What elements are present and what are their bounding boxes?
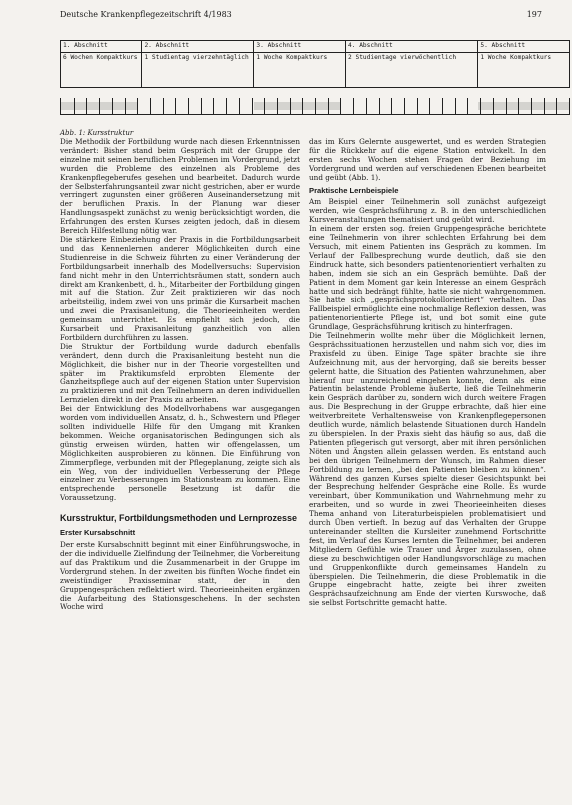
paragraph: Der erste Kursabschnitt beginnt mit einer Einführungswoche, in der die individuelle Zielfindung der Teilnehmer, die Vorbereitung auf das Praktikum und die Zusammenarbeit in der Gruppe im Vordergrund stehen. In der zweiten bis fünften Woche findet ein zweistündiger Praxisseminar statt, der in den Gruppengesprächen reflektiert wird. Theorieeinheiten ergänzen die Aufarbeitung des Stationsgeschehens. In der sechsten Woche wird (60, 540, 300, 612)
timeline-tick (226, 98, 227, 114)
timeline-tick (175, 98, 176, 114)
timeline-tick (340, 98, 341, 114)
phase-5-detail: 1 Woche Kompaktkurs (478, 53, 570, 88)
timeline-ticks (61, 98, 569, 114)
timeline-tick (467, 98, 468, 114)
timeline-tick (417, 98, 418, 114)
page-number: 197 (526, 10, 542, 19)
timeline-block (478, 102, 569, 110)
timeline-tick (455, 98, 456, 114)
timeline-tick (442, 98, 443, 114)
paragraph: Die stärkere Einbeziehung der Praxis in die Fortbildungsarbeit und das Kennenlernen anderer Möglichkeiten durch eine Studienreise in die Schweiz führten zu einer Veränderung der Fortbildungsarbeit innerhalb des Modellversuchs: Supervision fand nicht mehr in den Unterrichtsräumen statt, sondern auch direkt am Krankenbett, d. h., Mitarbeiter der Fortbildung gingen mit auf die Station. Zur Zeit praktizieren wir das noch arbeitsteilig, indem zwei von uns primär die Kursarbeit machen und zwei die Praxisanleitung, die Theorieeinheiten werden gemeinsam unterrichtet. Es empfiehlt sich jedoch, die Kursarbeit und Praxisanleitung ganzheitlich von allen Fortbildern durchführen zu lassen. (60, 234, 300, 342)
timeline-tick (163, 98, 164, 114)
paragraph: In einem der ersten sog. freien Gruppengespräche berichtete eine Teilnehmerin von ihrer schlechten Erfahrung bei dem Versuch, mit einem Patienten ins Gespräch zu kommen. Im Verlauf der Fallbesprechung wurde deutlich, daß sie den Eindruck hatte, sich besonders patientenorientiert verhalten zu haben, indem sie sich an ein Gespräch bemühte. Daß der Patient in dem Moment gar kein Interesse an einem Gespräch hatte und sich bedrängt fühlte, hatte sie nicht wahrgenommen. Sie hatte sich „gesprächsprotokollorientiert“ verhalten. Das Fallbeispiel ermöglichte eine nochmalige Reflexion dessen, was patientenorientierte Pflege ist, und bot somit eine gute Grundlage, Gesprächsführung kritisch zu hinterfragen. (309, 224, 546, 332)
right-column (309, 138, 546, 608)
phase-1-detail: 6 Wochen Kompaktkurs (61, 53, 142, 88)
subsection-heading: Erster Kursabschnitt (60, 528, 136, 538)
timeline-tick (137, 98, 138, 114)
phase-2-detail: 1 Studientag vierzehntäglich (142, 53, 254, 88)
timeline-tick (379, 98, 380, 114)
phase-3-detail: 1 Woche Kompaktkurs (254, 53, 346, 88)
timeline-tick (429, 98, 430, 114)
journal-title: Deutsche Krankenpflegezeitschrift 4/1983 (60, 10, 232, 19)
left-column (60, 138, 300, 612)
timeline-tick (366, 98, 367, 114)
timeline-tick (201, 98, 202, 114)
paragraph: das im Kurs Gelernte ausgewertet, und es werden Strategien für die Rückkehr auf die eigene Station entwickelt. In den ersten sechs Wochen stehen Fragen der Beziehung im Vordergrund und werden auf verschiedenen Ebenen bearbeitet und geübt (Abb. 1). (309, 137, 546, 182)
timeline-block (254, 102, 340, 110)
phase-5-label: 5. Abschnitt (478, 41, 570, 53)
figure-caption: Abb. 1: Kursstruktur (60, 129, 134, 137)
timeline-tick (391, 98, 392, 114)
timeline-tick (150, 98, 151, 114)
phase-2-label: 2. Abschnitt (142, 41, 254, 53)
timeline-tick (188, 98, 189, 114)
timeline-tick (404, 98, 405, 114)
course-timeline (60, 98, 570, 115)
phase-4-label: 4. Abschnitt (346, 41, 478, 53)
paragraph: Die Methodik der Fortbildung wurde nach diesen Erkenntnissen verändert: Bisher stand beim Gespräch mit der Gruppe der einzelne mit seinen beruflichen Problemen im Vordergrund, jetzt wurden die Probleme des einzelnen als Probleme des Krankenpflegeberufes gesehen und bearbeitet. Dadurch wurde der Selbsterfahrungsanteil zwar nicht gestrichen, aber er wurde verringert zugunsten einer größeren Auseinandersetzung mit der beruflichen Praxis. In der Planung war dieser Handlungsaspekt zunächst zu wenig berücksichtigt worden, die Erfahrungen des ersten Kurses zeigten jedoch, daß in diesem Bereich Hilfestellung nötig war. (60, 137, 300, 236)
timeline-tick (239, 98, 240, 114)
paragraph: Bei der Entwicklung des Modellvorhabens war ausgegangen worden vom individuellen Ansatz, d. h., Schwestern und Pfleger sollten individuelle Hilfe für den Umgang mit Kranken bekommen. Weiche organisatorischen Bedingungen sich als günstig erweisen würden, hatten wir offengelassen, um Möglichkeiten ausprobieren zu können. Die Einführung von Zimmerpflege, verbunden mit der Pflegeplanung, zeigte sich als ein Weg, von der individuellen Verbesserung der Pflege einzelner zu Verbesserungen im Stationsteam zu kommen. Eine entsprechende personelle Besetzung ist dafür die Voraussetzung. (60, 404, 300, 503)
phase-4-detail: 2 Studientage vierwöchentlich (346, 53, 478, 88)
course-structure-table (60, 40, 570, 88)
paragraph: Die Struktur der Fortbildung wurde dadurch ebenfalls verändert, denn durch die Praxisanleitung besteht nun die Möglichkeit, die bisher nur in der Theorie vorgestellten und später im Praktikumsfeld erprobten Elemente der Ganzheitspflege auch auf der eigenen Station unter Supervision zu praktizieren und mit den Teilnehmern an deren individuellen Lernzielen direkt in der Praxis zu arbeiten. (60, 341, 300, 405)
page-header (60, 10, 542, 24)
timeline-tick (353, 98, 354, 114)
timeline-tick (252, 98, 253, 114)
phase-3-label: 3. Abschnitt (254, 41, 346, 53)
paragraph: Am Beispiel einer Teilnehmerin soll zunächst aufgezeigt werden, wie Gesprächsführung z. B. in den unterschiedlichen Kursveranstaltungen thematisiert und geübt wird. (309, 197, 546, 225)
timeline-block (61, 102, 137, 110)
timeline-tick (213, 98, 214, 114)
paragraph: Die Teilnehmerin wollte mehr über die Möglichkeit lernen, Gesprächssituationen herzustellen und nahm sich vor, dies im Praxisfeld zu üben. Einige Tage später brachte sie ihre Aufzeichnung mit, aus der hervorging, daß sie bereits besser gelernt hatte, die Situation des Patienten wahrzunehmen, aber hierauf nur unzureichend eingehen konnte, denn als eine Patientin belastende Probleme äußerte, ließ die Teilnehmerin kein Gespräch darüber zu, sondern wich durch weitere Fragen aus. Die Besprechung in der Gruppe erbrachte, daß hier eine weitverbreitete Verhaltensweise von Krankenpflegepersonen deutlich wurde, nämlich belastende Situationen durch Handeln zu überspielen. In der Praxis sieht das häufig so aus, daß die Patienten pflegerisch gut versorgt, aber mit ihren persönlichen Nöten und Ängsten allein gelassen werden. Es entstand auch bei den übrigen Teilnehmern der Wunsch, im Rahmen dieser Fortbildung zu lernen, „bei den Patienten bleiben zu können“. Während des ganzen Kurses spielte dieser Gesichtspunkt bei der Besprechung helfender Gespräche eine Rolle. Es wurde vereinbart, über Kommunikation und Wahrnehmung mehr zu erarbeiten, und so wurde in zwei Theorieeinheiten dieses Thema anhand von Literaturbeispielen problematisiert und durch Üben vertieft. In bezug auf das Verhalten der Gruppe untereinander stellten die Kursleiter zunehmend Fortschritte fest, im Verlauf des Kurses lernten die Teilnehmer, bei anderen Mitgliedern Gefühle wie Trauer und Ärger zuzulassen, ohne diese zu beschwichtigen oder Handlungsvorschläge zu machen und Gruppenkonflikte durch gemeinsames Handeln zu überspielen. Die Teilnehmerin, die diese Problematik in die Gruppe eingebracht hatte, zeigte bei ihrer zweiten Gesprächsaufzeichnung am Ende der vierten Kurswoche, daß sie selbst Fortschritte gemacht hatte. (309, 331, 546, 608)
section-heading: Kursstruktur, Fortbildungsmethoden und Lernprozesse (60, 513, 298, 524)
subsection-heading: Praktische Lernbeispiele (309, 185, 399, 195)
phase-1-label: 1. Abschnitt (61, 41, 142, 53)
course-structure-figure (60, 40, 570, 128)
